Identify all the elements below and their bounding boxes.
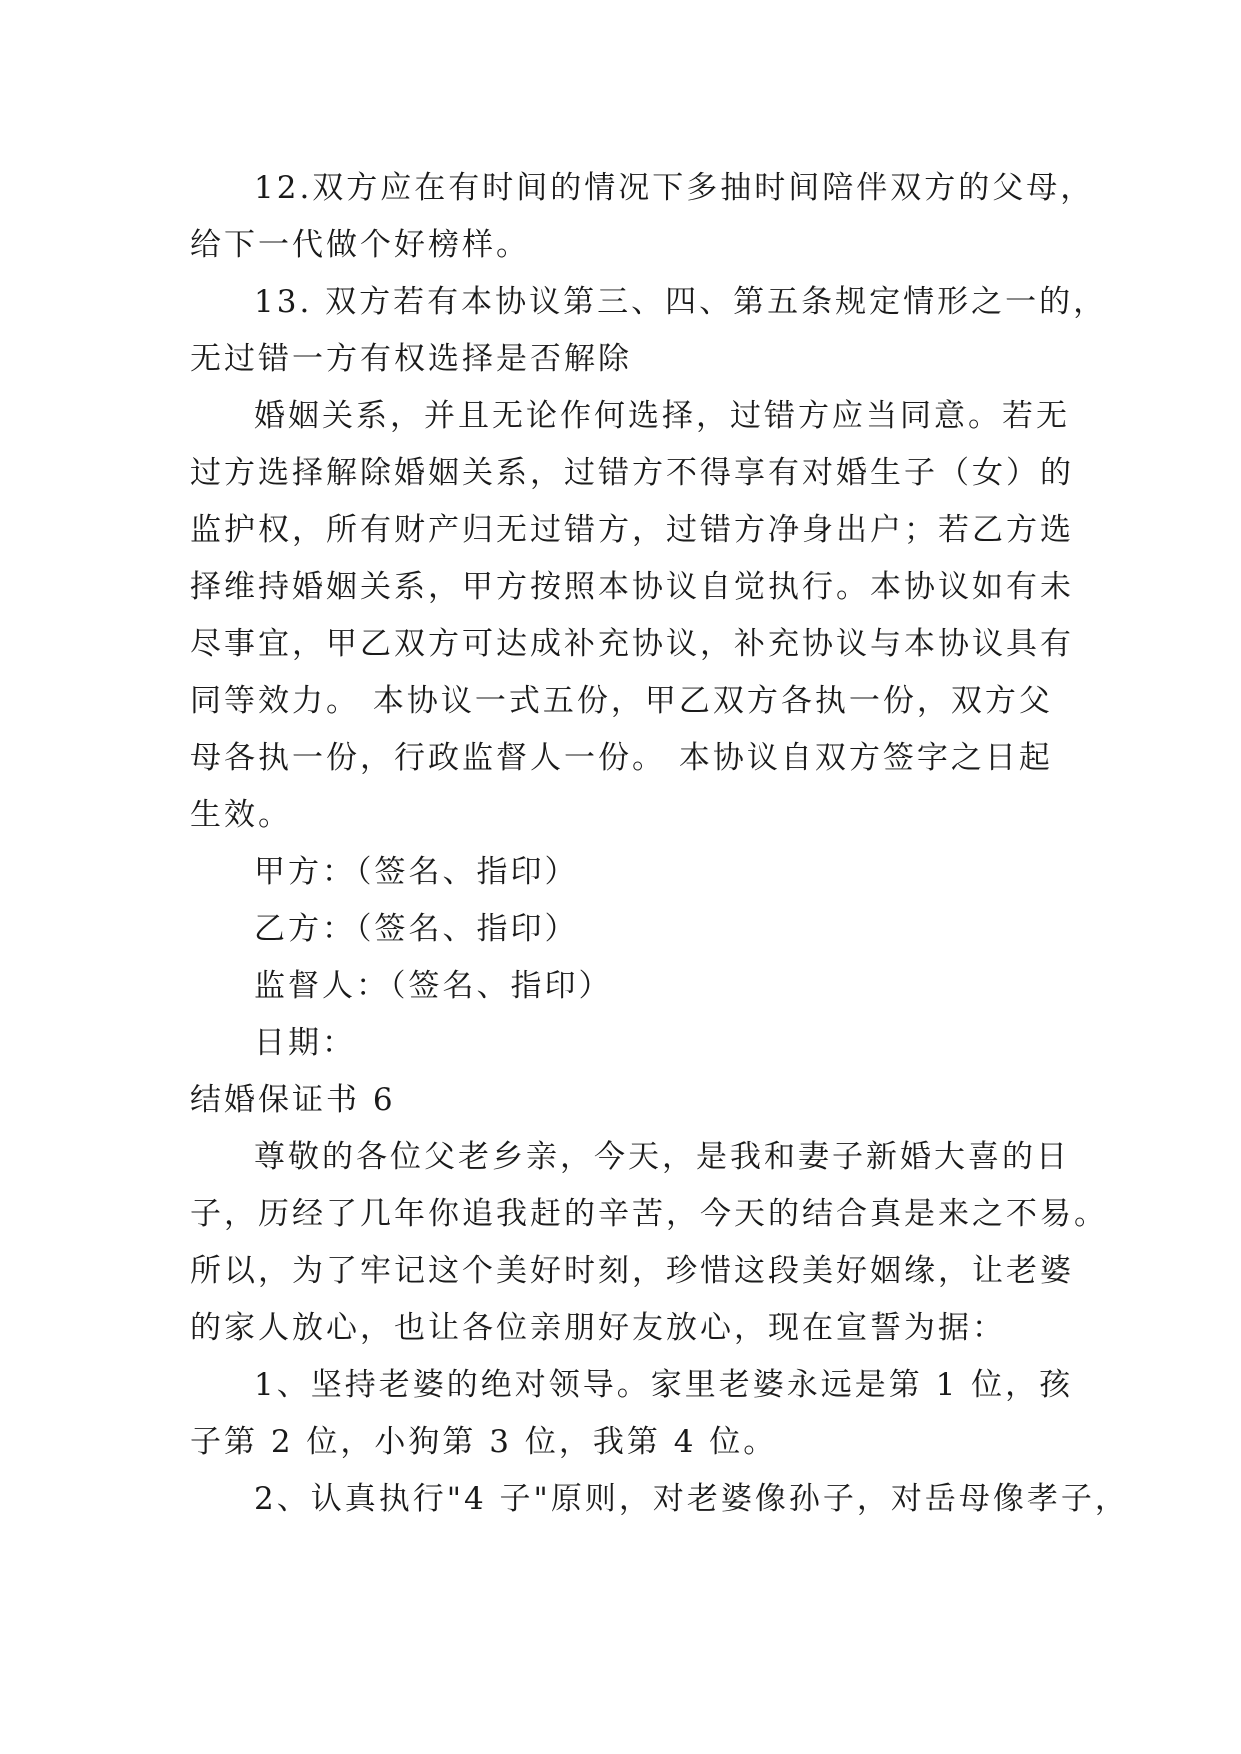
text-line: 子，历经了几年你追我赶的辛苦，今天的结合真是来之不易。 xyxy=(190,1196,1108,1232)
text-line: 婚姻关系，并且无论作何选择，过错方应当同意。若无 xyxy=(254,398,1070,434)
text-line: 过方选择解除婚姻关系，过错方不得享有对婚生子（女）的 xyxy=(190,455,1074,491)
text-line: 同等效力。 本协议一式五份，甲乙双方各执一份，双方父 xyxy=(190,683,1053,719)
text-line: 尊敬的各位父老乡亲，今天，是我和妻子新婚大喜的日 xyxy=(254,1139,1070,1175)
text-line: 监护权，所有财产归无过错方，过错方净身出户；若乙方选 xyxy=(190,512,1074,548)
signature-line-supervisor: 监督人：（签名、指印） xyxy=(254,968,613,1004)
section-heading: 结婚保证书 6 xyxy=(190,1082,396,1118)
date-line: 日期： xyxy=(254,1025,356,1061)
signature-line-party-b: 乙方：（签名、指印） xyxy=(254,911,579,947)
text-line: 12.双方应在有时间的情况下多抽时间陪伴双方的父母， xyxy=(254,170,1095,206)
text-line: 的家人放心，也让各位亲朋好友放心，现在宣誓为据： xyxy=(190,1310,1006,1346)
text-line: 母各执一份，行政监督人一份。 本协议自双方签字之日起 xyxy=(190,740,1053,776)
text-line: 给下一代做个好榜样。 xyxy=(190,227,530,263)
text-line: 1、坚持老婆的绝对领导。家里老婆永远是第 1 位，孩 xyxy=(254,1367,1074,1403)
signature-line-party-a: 甲方：（签名、指印） xyxy=(254,854,579,890)
document-body xyxy=(190,160,1129,1528)
text-line: 所以，为了牢记这个美好时刻，珍惜这段美好姻缘，让老婆 xyxy=(190,1253,1074,1289)
text-line: 择维持婚姻关系，甲方按照本协议自觉执行。本协议如有未 xyxy=(190,569,1074,605)
text-line: 尽事宜，甲乙双方可达成补充协议，补充协议与本协议具有 xyxy=(190,626,1074,662)
text-line: 生效。 xyxy=(190,797,292,833)
text-line: 无过错一方有权选择是否解除 xyxy=(190,341,632,377)
text-line: 子第 2 位，小狗第 3 位，我第 4 位。 xyxy=(190,1424,778,1460)
text-line: 13. 双方若有本协议第三、四、第五条规定情形之一的， xyxy=(254,284,1108,320)
text-line: 2、认真执行"4 子"原则，对老婆像孙子，对岳母像孝子， xyxy=(254,1481,1129,1517)
